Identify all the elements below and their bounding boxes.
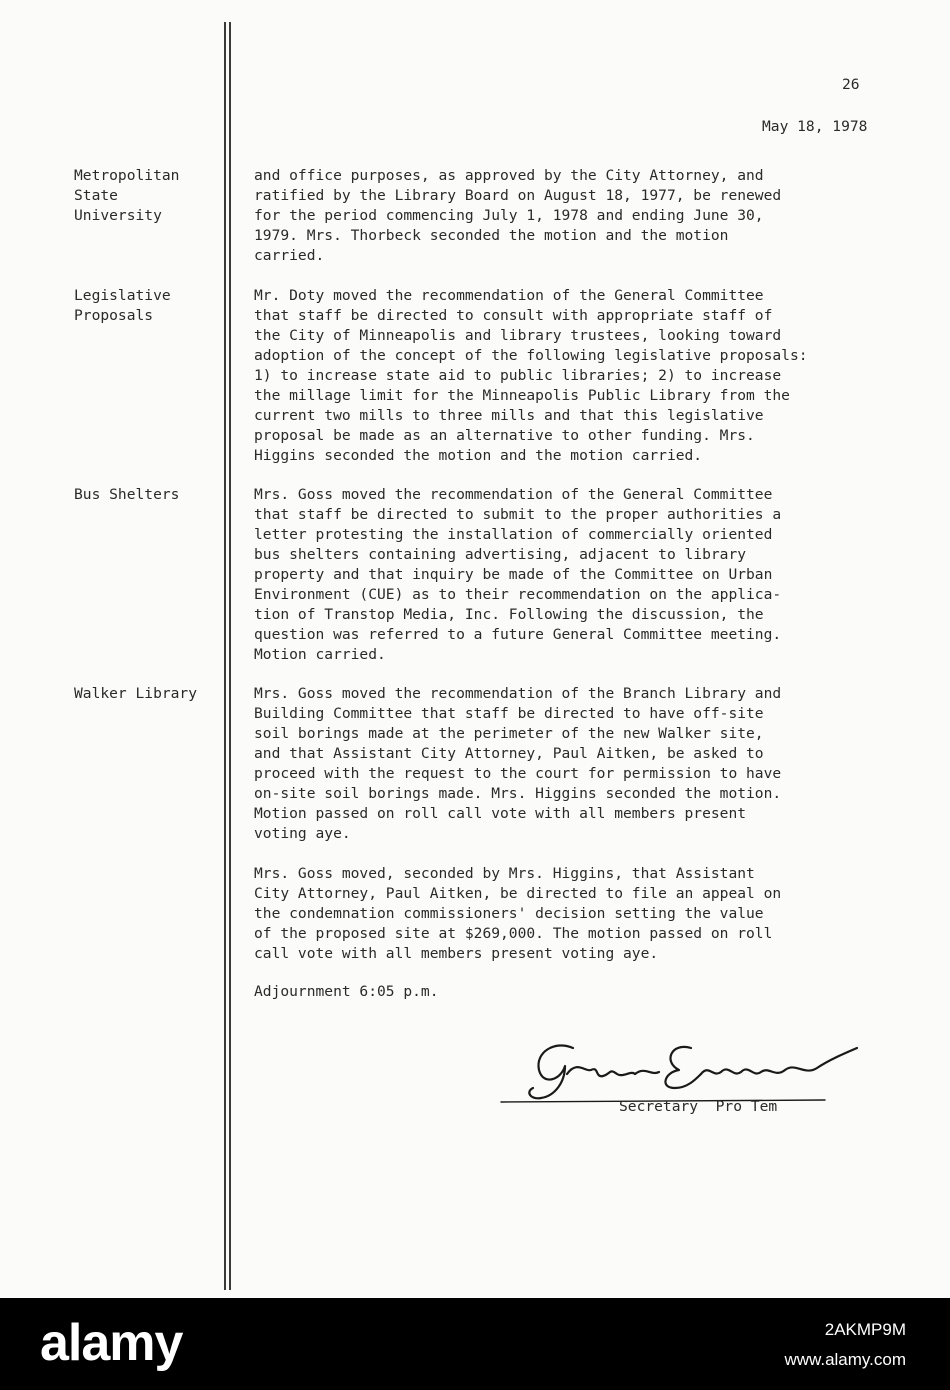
stock-site-url: www.alamy.com: [784, 1350, 906, 1369]
alamy-logo: alamy: [40, 1314, 183, 1372]
adjournment-line: Adjournment 6:05 p.m.: [254, 983, 439, 1000]
meeting-date: May 18, 1978: [762, 118, 868, 135]
margin-rule: [229, 22, 231, 1290]
section-label-legislative-proposals: Legislative Proposals: [74, 287, 171, 324]
signature-title: Secretary Pro Tem: [619, 1098, 778, 1115]
stock-image-id: 2AKMP9M: [824, 1320, 906, 1339]
section-text-walker-library: Mrs. Goss moved the recommendation of the Branch Library and Building Committee that staff be directed to have off-site soil borings made at the perimeter of the new Walker site, and that Assistant City Attorney, Paul Aitken, be asked to proceed with the request to the court for permission to have on-site soil borings made. Mrs. Higgins seconded the motion. Motion passed on roll call vote with all members present voting aye.: [254, 685, 782, 842]
section-text-bus-shelters: Mrs. Goss moved the recommendation of the General Committee that staff be directed to submit to the proper authorities a letter protesting the installation of commercially oriented bus shelters containing advertising, adjacent to library property and that inquiry be made of the Committee on Urban Environment (CUE) as to their recommendation on the applica- tion of Transtop Media, Inc. Following the discussion, the question was referred to a future General Committee meeting. Motion carried.: [254, 486, 782, 663]
section-text-legislative-proposals: Mr. Doty moved the recommendation of the General Committee that staff be directed to consult with appropriate staff of the City of Minneapolis and library trustees, looking toward adoption of the concept of the following legislative proposals: 1) to increase state aid to public libraries; 2) to increase the millage limit for the Minneapolis Public Library from the current two mills to three mills and that this legislative proposal be made as an alternative to other funding. Mrs. Higgins seconded the motion and the motion carried.: [254, 287, 808, 464]
section-text-appeal-motion: Mrs. Goss moved, seconded by Mrs. Higgins, that Assistant City Attorney, Paul Aitken, be directed to file an appeal on the condemnation commissioners' decision setting the value of the proposed site at $269,000. The motion passed on roll call vote with all members present voting aye.: [254, 865, 782, 962]
section-text-metropolitan-state-university: and office purposes, as approved by the City Attorney, and ratified by the Library Board on August 18, 1977, be renewed for the period commencing July 1, 1978 and ending June 30, 1979. Mrs. Thorbeck seconded the motion and the motion carried.: [254, 167, 782, 264]
section-label-bus-shelters: Bus Shelters: [74, 486, 180, 503]
margin-rule: [224, 22, 226, 1290]
section-label-metropolitan-state-university: Metropolitan State University: [74, 167, 180, 224]
page-number: 26: [842, 76, 860, 93]
section-label-walker-library: Walker Library: [74, 685, 198, 702]
